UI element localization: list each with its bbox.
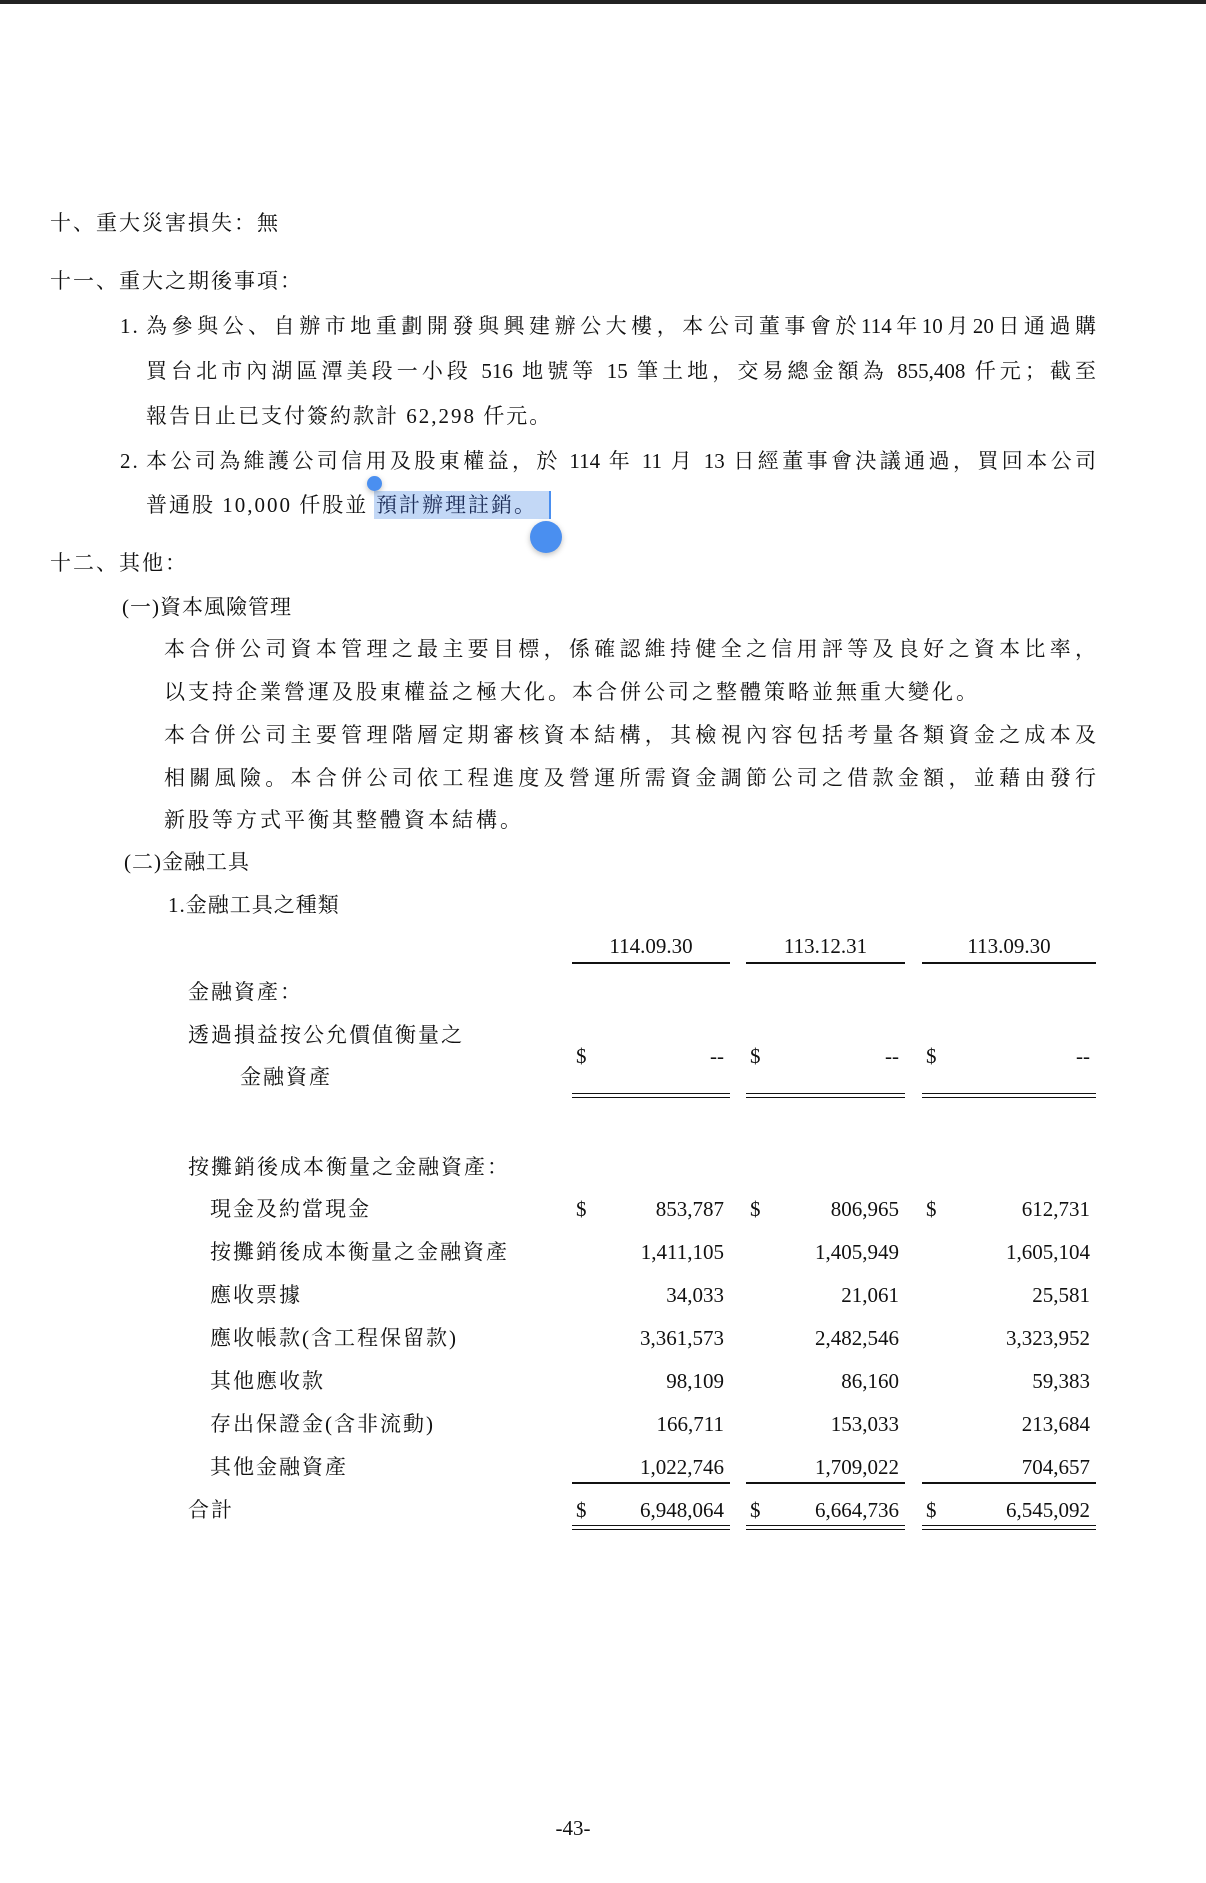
- cell-value: 6,545,092: [1006, 1498, 1090, 1522]
- cell-value: 3,361,573: [640, 1326, 724, 1350]
- total-double-underline: [922, 1525, 1096, 1530]
- cell-value: 704,657: [1021, 1455, 1090, 1479]
- row-label: 其他金融資產: [210, 1455, 348, 1479]
- currency-symbol: $: [926, 1498, 937, 1522]
- currency-symbol: $: [750, 1044, 761, 1068]
- double-underline: [746, 1093, 905, 1098]
- double-underline: [922, 1093, 1096, 1098]
- cell-value: 1,022,746: [640, 1455, 724, 1479]
- cell-value: 59,383: [1032, 1369, 1090, 1393]
- item-1-line: 報告日止已支付簽約款計 62,298 仟元。: [146, 404, 553, 428]
- currency-symbol: $: [750, 1498, 761, 1522]
- total-double-underline: [572, 1525, 730, 1530]
- group-label: 按攤銷後成本衡量之金融資產：: [188, 1155, 510, 1179]
- cell-value: 1,405,949: [815, 1240, 899, 1264]
- subtotal-underline: [922, 1482, 1096, 1484]
- cell-value: 34,033: [666, 1283, 724, 1307]
- cell-value: 21,061: [841, 1283, 899, 1307]
- cell-value: 612,731: [1021, 1197, 1090, 1221]
- item-1-line: 為參與公、自辦市地重劃開發與興建辦公大樓，本公司董事會於114年10月20日通過購: [146, 314, 1096, 338]
- paragraph-line: 新股等方式平衡其整體資本結構。: [164, 808, 524, 832]
- selection-end-handle[interactable]: [530, 521, 562, 553]
- double-underline: [572, 1093, 730, 1098]
- currency-symbol: $: [576, 1197, 587, 1221]
- row-label: 應收票據: [210, 1283, 302, 1307]
- row-label: 金融資產: [240, 1065, 332, 1089]
- cell-value: 1,605,104: [1006, 1240, 1090, 1264]
- top-bar: [0, 0, 1206, 4]
- cell-value: 166,711: [656, 1412, 724, 1436]
- group-label: 金融資產：: [188, 980, 303, 1004]
- currency-symbol: $: [926, 1044, 937, 1068]
- cell-value: --: [1076, 1044, 1090, 1068]
- subtotal-underline: [572, 1482, 730, 1484]
- column-header: 113.12.31: [783, 934, 868, 958]
- cell-value: 806,965: [830, 1197, 899, 1221]
- cell-value: 86,160: [841, 1369, 899, 1393]
- row-label: 存出保證金(含非流動): [210, 1412, 435, 1436]
- header-underline: [746, 962, 905, 964]
- total-double-underline: [746, 1525, 905, 1530]
- row-label: 其他應收款: [210, 1369, 325, 1393]
- selected-text[interactable]: 預計辦理註銷。: [376, 493, 537, 517]
- currency-symbol: $: [576, 1498, 587, 1522]
- cell-value: 153,033: [830, 1412, 899, 1436]
- financial-instrument-categories-heading: 1.金融工具之種類: [168, 893, 340, 917]
- item-2-line-before-selection: 普通股 10,000 仟股並: [146, 493, 369, 517]
- header-underline: [572, 962, 730, 964]
- row-label: 現金及約當現金: [210, 1197, 371, 1221]
- row-label: 按攤銷後成本衡量之金融資產: [210, 1240, 509, 1264]
- cell-value: 98,109: [666, 1369, 724, 1393]
- item-1-number: 1.: [120, 314, 140, 338]
- paragraph-line: 以支持企業營運及股東權益之極大化。本合併公司之整體策略並無重大變化。: [164, 680, 980, 704]
- row-label: 應收帳款(含工程保留款): [210, 1326, 458, 1350]
- currency-symbol: $: [576, 1044, 587, 1068]
- paragraph-line: 本合併公司資本管理之最主要目標，係確認維持健全之信用評等及良好之資本比率，: [164, 637, 1096, 661]
- selection-start-handle[interactable]: [367, 476, 382, 491]
- cell-value: 2,482,546: [815, 1326, 899, 1350]
- section-10-heading: 十、重大災害損失：無: [50, 211, 280, 235]
- cell-value: 853,787: [655, 1197, 724, 1221]
- cell-value: 3,323,952: [1006, 1326, 1090, 1350]
- cell-value: 6,664,736: [815, 1498, 899, 1522]
- paragraph-line: 本合併公司主要管理階層定期審核資本結構，其檢視內容包括考量各類資金之成本及: [164, 723, 1096, 747]
- total-label: 合計: [188, 1498, 234, 1522]
- cell-value: 1,411,105: [640, 1240, 724, 1264]
- column-header: 113.09.30: [967, 934, 1051, 958]
- subsection-financial-instruments: (二)金融工具: [124, 850, 250, 874]
- cell-value: --: [885, 1044, 899, 1068]
- cell-value: 1,709,022: [815, 1455, 899, 1479]
- cell-value: --: [710, 1044, 724, 1068]
- subtotal-underline: [746, 1482, 905, 1484]
- row-label: 透過損益按公允價值衡量之: [188, 1023, 464, 1047]
- cell-value: 213,684: [1021, 1412, 1090, 1436]
- header-underline: [922, 962, 1096, 964]
- subsection-capital-risk: (一)資本風險管理: [122, 595, 292, 619]
- currency-symbol: $: [926, 1197, 937, 1221]
- item-2-line: 本公司為維護公司信用及股東權益，於 114 年 11 月 13 日經董事會決議通過，買回本公司: [146, 449, 1096, 473]
- column-header: 114.09.30: [609, 934, 693, 958]
- cell-value: 6,948,064: [640, 1498, 724, 1522]
- item-1-line: 買台北市內湖區潭美段一小段 516 地號等 15 筆土地，交易總金額為 855,408 仟元；截至: [146, 359, 1096, 383]
- cell-value: 25,581: [1032, 1283, 1090, 1307]
- item-2-number: 2.: [120, 449, 140, 473]
- page-number: -43-: [555, 1816, 591, 1840]
- currency-symbol: $: [750, 1197, 761, 1221]
- section-11-heading: 十一、重大之期後事項：: [50, 269, 303, 293]
- section-12-heading: 十二、其他：: [50, 551, 188, 575]
- paragraph-line: 相關風險。本合併公司依工程進度及營運所需資金調節公司之借款金額，並藉由發行: [164, 766, 1096, 790]
